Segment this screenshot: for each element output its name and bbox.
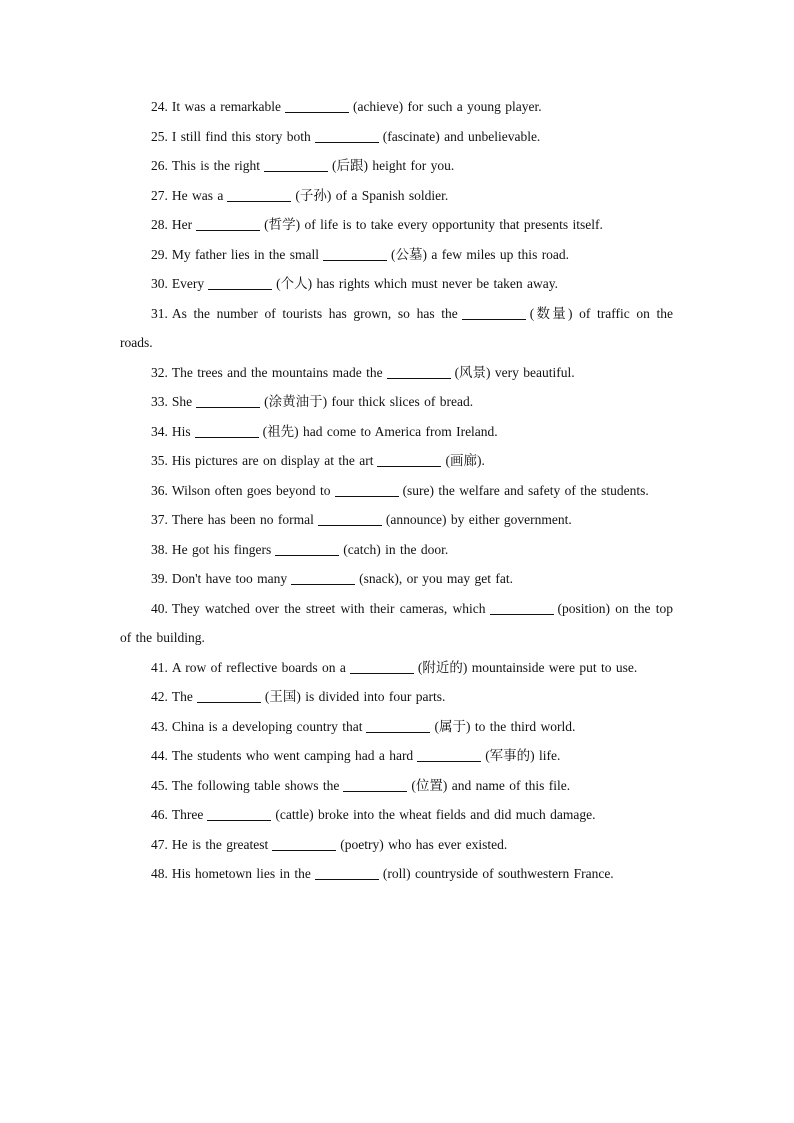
sentence-before: He got his fingers [171, 541, 272, 557]
sentence-before: The [171, 689, 193, 704]
item-number: 33. [151, 394, 168, 409]
item-number: 40. [151, 600, 168, 616]
sentence-after: (个人) has rights which must never be taken away. [276, 276, 559, 291]
sentence-after: (cattle) broke into the wheat fields and did much damage. [275, 807, 596, 822]
sentence-before: The following table shows the [171, 777, 340, 793]
answer-blank[interactable] [490, 600, 554, 615]
sentence-after: (catch) in the door. [343, 541, 449, 557]
sentence-before: Every [171, 276, 205, 291]
exercise-item [120, 741, 673, 771]
item-number: 47. [151, 836, 168, 852]
sentence-after: (数量) of traffic on the roads. [120, 305, 673, 350]
answer-blank[interactable] [195, 423, 259, 438]
exercise-item [120, 859, 673, 889]
sentence-before: His pictures are on display at the art [171, 453, 374, 468]
sentence-before: This is the right [171, 158, 260, 173]
item-number: 39. [151, 571, 168, 586]
item-number: 41. [151, 659, 168, 675]
item-number: 30. [151, 276, 168, 291]
answer-blank[interactable] [291, 570, 355, 585]
item-number: 27. [151, 187, 168, 203]
item-number: 31. [151, 305, 168, 321]
exercise-item [120, 122, 673, 152]
exercise-item [120, 535, 673, 565]
sentence-after: (fascinate) and unbelievable. [382, 128, 541, 144]
answer-blank[interactable] [417, 747, 481, 762]
sentence-after: (子孙) of a Spanish soldier. [295, 187, 449, 203]
item-number: 44. [151, 748, 168, 763]
sentence-after: (poetry) who has ever existed. [340, 836, 508, 852]
exercise-item [120, 653, 673, 683]
item-number: 25. [151, 128, 168, 144]
item-number: 38. [151, 541, 168, 557]
answer-blank[interactable] [315, 128, 379, 143]
sentence-before: It was a remarkable [171, 99, 281, 114]
item-number: 46. [151, 807, 168, 822]
sentence-before: Her [171, 217, 193, 232]
item-number: 35. [151, 453, 168, 468]
item-number: 29. [151, 246, 168, 262]
sentence-after: (风景) very beautiful. [454, 364, 575, 380]
exercise-item [120, 92, 673, 122]
item-number: 32. [151, 364, 168, 380]
sentence-after: (roll) countryside of southwestern France. [382, 866, 614, 881]
sentence-after: (announce) by either government. [385, 512, 572, 527]
sentence-after: (position) on the top of the building. [120, 600, 673, 645]
answer-blank[interactable] [315, 865, 379, 880]
sentence-before: A row of reflective boards on a [171, 659, 346, 675]
exercise-item [120, 830, 673, 860]
sentence-after: (附近的) mountainside were put to use. [417, 659, 638, 675]
exercise-item [120, 476, 673, 506]
exercise-item [120, 564, 673, 594]
answer-blank[interactable] [377, 452, 441, 467]
item-number: 34. [151, 423, 168, 439]
answer-blank[interactable] [207, 806, 271, 821]
answer-blank[interactable] [275, 541, 339, 556]
exercise-item [120, 446, 673, 476]
sentence-before: Wilson often goes beyond to [171, 482, 331, 498]
answer-blank[interactable] [318, 511, 382, 526]
sentence-before: His hometown lies in the [171, 866, 311, 881]
sentence-before: Three [171, 807, 204, 822]
sentence-after: (属于) to the third world. [434, 718, 576, 734]
item-number: 28. [151, 217, 168, 232]
answer-blank[interactable] [227, 187, 291, 202]
sentence-before: He is the greatest [171, 836, 269, 852]
item-number: 48. [151, 866, 168, 881]
answer-blank[interactable] [343, 777, 407, 792]
exercise-item [120, 594, 673, 653]
answer-blank[interactable] [323, 246, 387, 261]
answer-blank[interactable] [196, 216, 260, 231]
answer-blank[interactable] [272, 836, 336, 851]
answer-blank[interactable] [350, 659, 414, 674]
sentence-after: (后跟) height for you. [332, 158, 455, 173]
sentence-before: The trees and the mountains made the [171, 364, 383, 380]
sentence-after: (涂黄油于) four thick slices of bread. [264, 394, 474, 409]
exercise-item [120, 800, 673, 830]
sentence-before: She [171, 394, 193, 409]
exercise-item [120, 181, 673, 211]
sentence-before: There has been no formal [171, 512, 314, 527]
item-number: 36. [151, 482, 168, 498]
sentence-after: (achieve) for such a young player. [352, 99, 542, 114]
sentence-after: (祖先) had come to America from Ireland. [262, 423, 498, 439]
item-number: 24. [151, 99, 168, 114]
sentence-before: His [171, 423, 191, 439]
exercise-item [120, 210, 673, 240]
sentence-after: (画廊). [445, 453, 485, 468]
item-number: 45. [151, 777, 168, 793]
exercise-list [0, 92, 794, 889]
answer-blank[interactable] [285, 98, 349, 113]
sentence-before: China is a developing country that [171, 718, 363, 734]
exercise-item [120, 417, 673, 447]
sentence-before: As the number of tourists has grown, so has the [171, 305, 458, 321]
exercise-item [120, 358, 673, 388]
answer-blank[interactable] [208, 275, 272, 290]
answer-blank[interactable] [462, 305, 526, 320]
sentence-after: (军事的) life. [485, 748, 561, 763]
sentence-after: (公墓) a few miles up this road. [390, 246, 570, 262]
exercise-item [120, 240, 673, 270]
answer-blank[interactable] [264, 157, 328, 172]
sentence-before: I still find this story both [171, 128, 311, 144]
sentence-after: (snack), or you may get fat. [359, 571, 513, 586]
sentence-after: (位置) and name of this file. [411, 777, 571, 793]
exercise-item [120, 299, 673, 358]
exercise-item [120, 151, 673, 181]
answer-blank[interactable] [197, 688, 261, 703]
item-number: 43. [151, 718, 168, 734]
answer-blank[interactable] [387, 364, 451, 379]
sentence-after: (sure) the welfare and safety of the students. [402, 482, 649, 498]
exercise-item [120, 682, 673, 712]
item-number: 26. [151, 158, 168, 173]
sentence-before: My father lies in the small [171, 246, 319, 262]
exercise-item [120, 387, 673, 417]
exercise-item [120, 712, 673, 742]
item-number: 42. [151, 689, 168, 704]
sentence-before: They watched over the street with their cameras, which [171, 600, 486, 616]
sentence-after: (哲学) of life is to take every opportunity that presents itself. [264, 217, 603, 232]
sentence-before: He was a [171, 187, 224, 203]
exercise-item [120, 771, 673, 801]
exercise-item [120, 505, 673, 535]
answer-blank[interactable] [196, 393, 260, 408]
answer-blank[interactable] [366, 718, 430, 733]
sentence-after: (王国) is divided into four parts. [264, 689, 446, 704]
sentence-before: The students who went camping had a hard [171, 748, 414, 763]
answer-blank[interactable] [335, 482, 399, 497]
exercise-item [120, 269, 673, 299]
item-number: 37. [151, 512, 168, 527]
sentence-before: Don't have too many [171, 571, 288, 586]
